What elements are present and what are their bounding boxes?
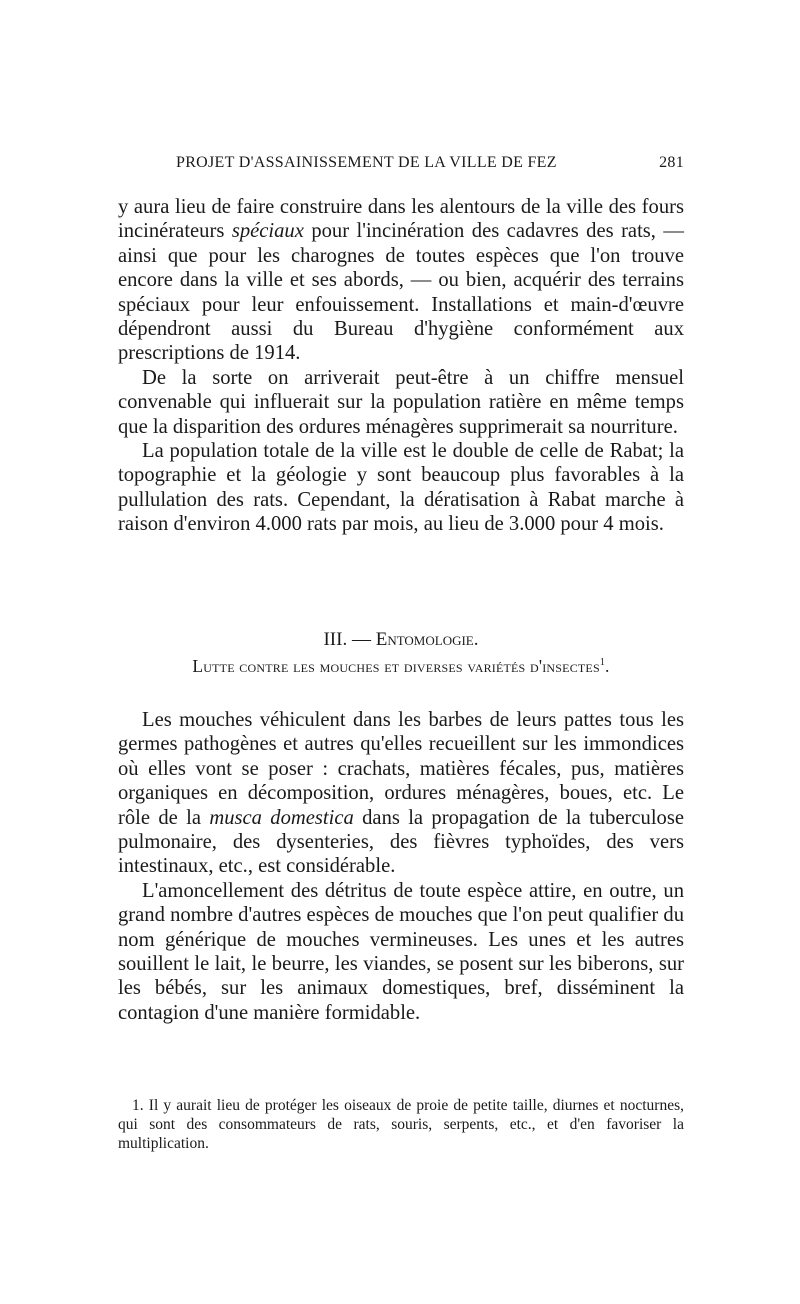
italic-term-musca: musca domestica <box>209 806 354 829</box>
section-heading: III. — Entomologie. <box>323 629 479 650</box>
text-block-rats <box>118 195 684 537</box>
paragraph-flies-germs: Les mouches véhiculent dans les barbes de leurs pattes tous les germes pathogènes et autres qu'elles recueillent sur les immondices où elles vont se poser : crachats, matières fécales, pus, matières organiques en décomposition, ordures ménagères, boues, etc. Le rôle de la musca domestica dans la propagation de la tuberculose pulmonaire, des dysenteries, des fièvres typhoïdes, des vers intestinaux, etc., est considérable. <box>118 709 685 878</box>
text-block-flies <box>118 708 684 1025</box>
paragraph-detritus: L'amoncellement des détritus de toute espèce attire, en outre, un grand nombre d'autres espèces de mouches que l'on peut qualifier du nom générique de mouches vermineuses. Les unes et les autres souillent le lait, le beurre, les viandes, se posent sur les biberons, sur les bébés, sur les animaux domestiques, bref, disséminent la contagion d'une manière formidable. <box>118 879 684 1024</box>
running-head-title: PROJET D'ASSAINISSEMENT DE LA VILLE DE FEZ <box>176 154 557 171</box>
footnote-marker: 1 <box>599 657 606 669</box>
paragraph-incinerators: y aura lieu de faire construire dans les alentours de la ville des fours incinérateurs spéciaux pour l'incinération des cadavres des rats, — ainsi que pour les charognes de toutes espèces que l'on trouve encore dans la ville et ses abords, — ou bien, acquérir des terrains spéciaux pour leur enfouissement. Installations et main-d'œuvre dépendront aussi du Bureau d'hygiène conformément aux prescriptions de 1914. <box>118 196 685 365</box>
paragraph-monthly-figure: De la sorte on arriverait peut-être à un chiffre mensuel convenable qui influerait sur la population ratière en même temps que la disparition des ordures ménagères supprimerait sa nourriture. <box>118 366 684 438</box>
paragraph-population: La population totale de la ville est le double de celle de Rabat; la topographie et la géologie y sont beaucoup plus favorables à la pullulation des rats. Cependant, la dératisation à Rabat marche à raison d'environ 4.000 rats par mois, au lieu de 3.000 pour 4 mois. <box>118 440 684 536</box>
page-number: 281 <box>659 154 684 171</box>
footnote <box>118 1096 684 1153</box>
italic-term: spéciaux <box>231 220 304 243</box>
footnote-text: 1. Il y aurait lieu de protéger les oiseaux de proie de petite taille, diurnes et nocturnes, qui sont des consommateurs de rats, souris, serpents, etc., et d'en favoriser la multiplication. <box>118 1097 684 1152</box>
section-subheading: Lutte contre les mouches et diverses variétés d'insectes$^1$. <box>192 656 610 676</box>
